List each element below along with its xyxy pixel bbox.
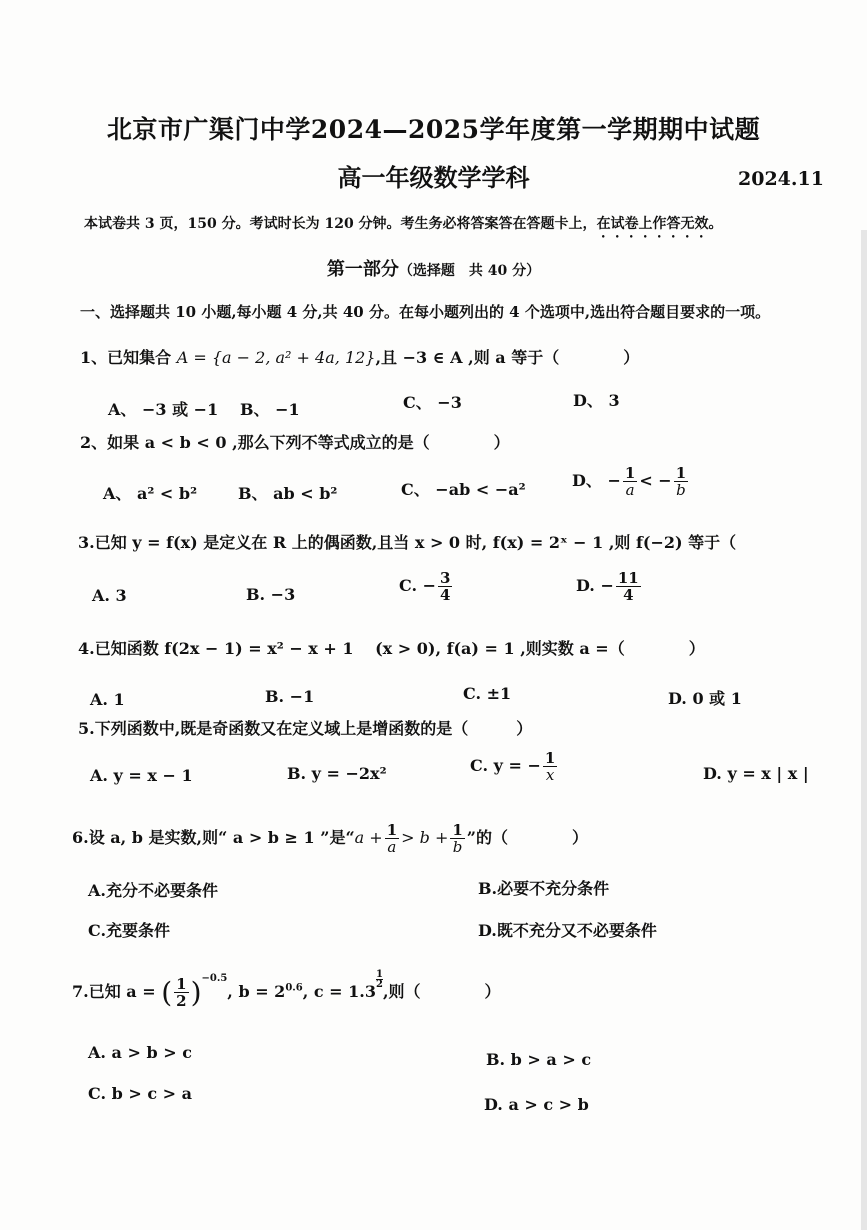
section-heading: 一、选择题共 10 小题,每小题 4 分,共 40 分。在每小题列出的 4 个选项中,选出符合题目要求的一项。	[80, 303, 771, 321]
question-text: 已知 a =	[88, 982, 156, 1001]
scan-edge	[861, 230, 867, 1230]
option-a: A.充分不必要条件	[88, 881, 218, 900]
option-c: C. ±1	[463, 684, 512, 703]
fraction: $\frac{1}{x}$	[544, 749, 556, 784]
option-b: B. −3	[246, 585, 296, 604]
question-3	[78, 530, 736, 553]
question-math: A = {a − 2, a² + 4a, 12}	[176, 348, 376, 367]
fraction: $\frac{1}{a}$	[624, 464, 636, 499]
option-c: C、 −3	[403, 393, 462, 412]
option-a: A、 −3 或 −1	[108, 400, 219, 419]
option-d: D. y = x | x |	[703, 764, 809, 783]
option-d: D、 − $\frac{1}{a}$ < − $\frac{1}{b}$	[572, 464, 687, 499]
option-d: D、 3	[573, 391, 620, 410]
fraction: $\frac{11}{4}$	[617, 569, 639, 604]
option-c: C. − $\frac{3}{4}$	[399, 569, 451, 604]
option-c: C、 −ab < −a²	[401, 480, 526, 499]
option-d: D. a > c > b	[484, 1095, 589, 1114]
exam-date: 2024.11	[738, 168, 824, 190]
fraction: $\frac{1}{a}$	[386, 821, 398, 856]
question-number: 5.	[78, 719, 95, 738]
question-text: 已知集合	[107, 348, 172, 367]
question-text: ,且 −3 ∈ A ,则 a 等于（ ）	[375, 348, 640, 367]
option-b: B.必要不充分条件	[478, 879, 610, 898]
question-text: ”的（ ）	[466, 828, 589, 847]
question-1	[80, 345, 639, 368]
option-b: B. −1	[265, 687, 315, 706]
option-d: D. − $\frac{11}{4}$	[576, 569, 639, 604]
option-a: A. 1	[90, 690, 125, 709]
option-a: A. y = x − 1	[90, 766, 193, 785]
exponent: −0.5	[201, 973, 228, 984]
option-d: D. 0 或 1	[668, 689, 742, 708]
question-2	[80, 430, 510, 453]
question-text: 已知 y = f(x) 是定义在 R 上的偶函数,且当 x > 0 时, f(x) = 2ˣ − 1 ,则 f(−2) 等于（	[94, 533, 737, 552]
option-c: C. b > c > a	[88, 1084, 192, 1103]
option-a: A. 3	[92, 586, 127, 605]
question-text: 设 a, b 是实数,则“ a > b ≥ 1 ”是“	[88, 828, 355, 847]
question-5	[78, 716, 532, 739]
question-text: 如果 a < b < 0 ,那么下列不等式成立的是（ ）	[107, 433, 510, 452]
question-number: 3.	[78, 533, 95, 552]
question-6: 6.设 a, b 是实数,则“ a > b ≥ 1 ”是“a + $\frac{1}{a}$ > b + $\frac{1}{b}$ ”的（ ）	[72, 821, 589, 856]
exam-instructions	[84, 213, 723, 241]
fraction: $\frac{1}{2}$	[176, 975, 187, 1010]
option-b: B、 −1	[240, 400, 300, 419]
question-text: 已知函数 f(2x − 1) = x² − x + 1 (x > 0), f(a) = 1 ,则实数 a =（ ）	[94, 639, 705, 658]
instructions-part-a: 本试卷共 3 页，150 分。考试时长为 120 分钟。考生务必将答案答在答题卡上，	[84, 216, 597, 232]
fraction: $\frac{1}{b}$	[675, 464, 687, 499]
question-number: 4.	[78, 639, 95, 658]
question-text: 下列函数中,既是奇函数又在定义域上是增函数的是（ ）	[94, 719, 533, 738]
part-title: 第一部分	[326, 259, 399, 280]
question-7: 7.已知 a = ( $\frac{1}{2}$ )$^{-0.5}$, $b = 2^{0.6}$, c = 1.3 $^{\frac{1}{2}}$ ,则（ ）	[72, 969, 501, 1010]
question-4	[78, 636, 705, 659]
fraction: $\frac{1}{b}$	[452, 821, 463, 856]
part-heading	[0, 255, 867, 281]
option-b: B、 ab < b²	[238, 484, 338, 503]
question-number: 1、	[80, 348, 108, 367]
question-number: 7.	[72, 982, 89, 1001]
option-a: A、 a² < b²	[103, 484, 198, 503]
instructions-part-b: 在试卷上作答无效。	[596, 216, 723, 232]
part-note: （选择题 共 40 分）	[398, 263, 541, 279]
exam-subtitle: 高一年级数学学科	[337, 163, 530, 192]
option-a: A. a > b > c	[88, 1043, 192, 1062]
question-number: 2、	[80, 433, 108, 452]
exam-title: 北京市广渠门中学2024—2025学年度第一学期期中试题	[106, 115, 761, 144]
option-c: C. y = − $\frac{1}{x}$	[470, 749, 556, 784]
fraction: $\frac{3}{4}$	[440, 569, 451, 604]
exponent: 0.6	[285, 982, 303, 994]
option-c: C.充要条件	[88, 921, 171, 940]
question-number: 6.	[72, 828, 89, 847]
exponent: 1 2	[375, 969, 383, 990]
option-d: D.既不充分又不必要条件	[478, 921, 657, 940]
option-b: B. y = −2x²	[287, 764, 387, 783]
option-b: B. b > a > c	[486, 1050, 592, 1069]
